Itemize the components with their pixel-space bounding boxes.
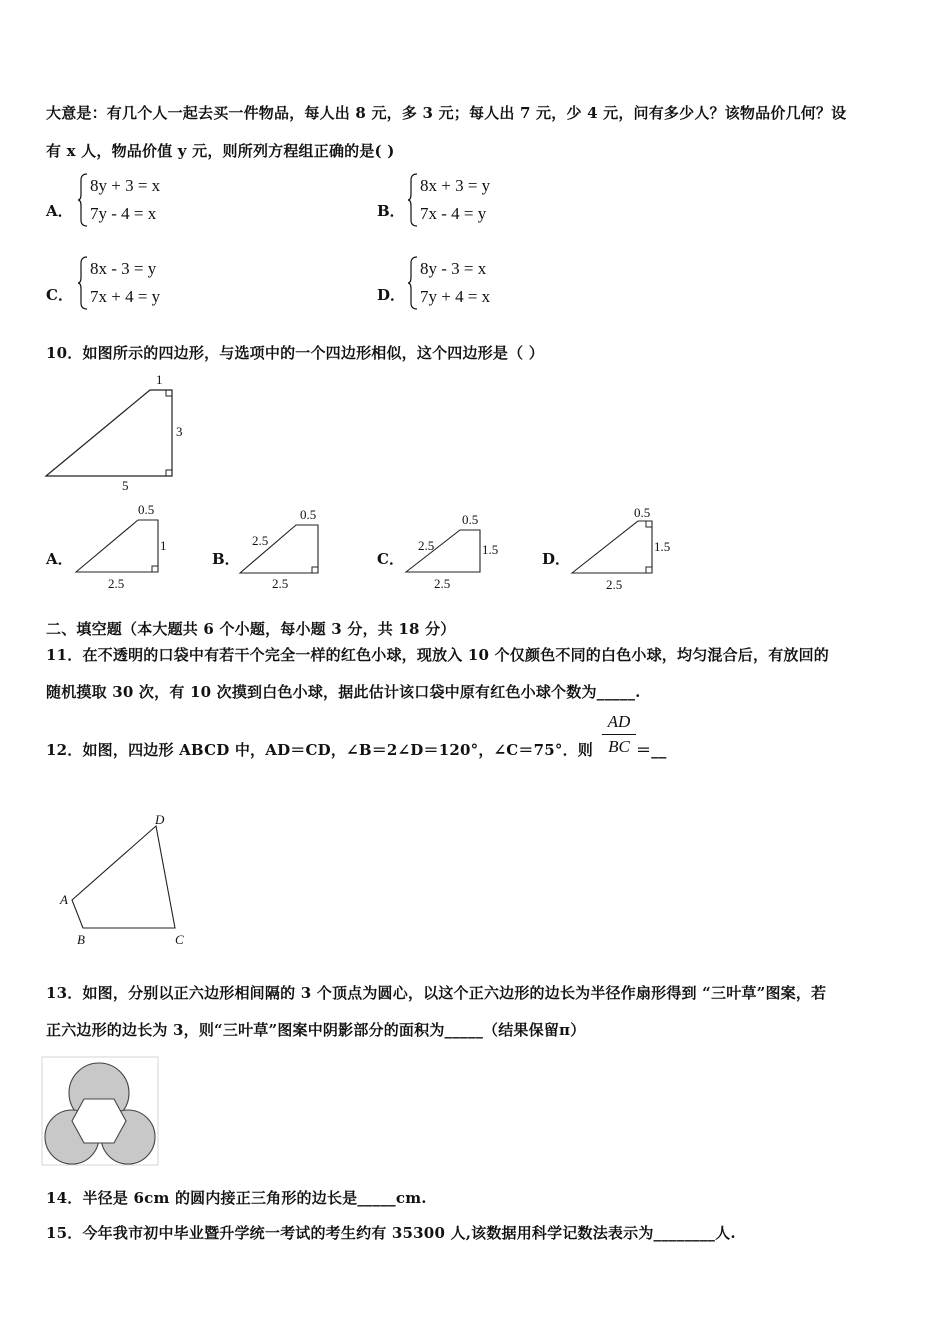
q10-option-c-figure xyxy=(400,508,520,594)
q12-text: 12．如图，四边形 ABCD 中，AD＝CD，∠B＝2∠D＝120°，∠C＝75°．则 xyxy=(46,741,594,759)
q13-line-2: 正六边形的边长为 3，则“三叶草”图案中阴影部分的面积为_____（结果保留π） xyxy=(46,1021,586,1039)
q9-option-d-eq2: 7y + 4 = x xyxy=(420,287,491,306)
q9-option-c-system xyxy=(78,255,160,311)
q12-quadrilateral-figure xyxy=(55,812,205,952)
q10-option-c-slant: 2.5 xyxy=(418,538,435,553)
q9-option-a-eq1: 8y + 3 = x xyxy=(90,176,161,195)
q10-option-c-side: 1.5 xyxy=(482,542,499,557)
q11-line-2: 随机摸取 30 次，有 10 次摸到白色小球，据此估计该口袋中原有红色小球个数为_____. xyxy=(46,683,641,701)
q10-option-d-label[interactable]: D． xyxy=(542,550,571,568)
q9-line-1: 大意是：有几个人一起去买一件物品，每人出 8 元，多 3 元；每人出 7 元，少 4 元，问有多少人？该物品价几何？设 xyxy=(46,104,847,122)
section-2-heading: 二、填空题（本大题共 6 个小题，每小题 3 分，共 18 分） xyxy=(46,620,456,638)
q9-option-d-system xyxy=(408,255,490,311)
q9-option-b-eq2: 7x - 4 = y xyxy=(420,204,487,223)
q12-fraction-numerator: AD xyxy=(607,712,631,731)
q10-option-b-bottom: 2.5 xyxy=(272,576,289,591)
q9-option-c-eq1: 8x - 3 = y xyxy=(90,259,157,278)
q10-option-a-top: 0.5 xyxy=(138,502,155,517)
q12-label-a: A xyxy=(60,892,68,907)
clover-hexagon xyxy=(72,1099,126,1143)
q10-option-c-bottom: 2.5 xyxy=(434,576,451,591)
q13-line-1: 13．如图，分别以正六边形相间隔的 3 个顶点为圆心，以这个正六边形的边长为半径作扇形得到 “三叶草”图案，若 xyxy=(46,984,827,1002)
brace-icon xyxy=(408,172,418,228)
q12-fraction-denominator: BC xyxy=(608,737,630,756)
q10-main-trapezoid xyxy=(40,370,200,495)
q10-main-top-label: 1 xyxy=(156,372,163,387)
q9-option-d-eq1: 8y - 3 = x xyxy=(420,259,487,278)
q9-option-b-eq1: 8x + 3 = y xyxy=(420,176,491,195)
q9-option-d-label[interactable]: D． xyxy=(377,286,406,304)
q10-option-c-label[interactable]: C． xyxy=(377,550,404,568)
q9-option-a-label[interactable]: A． xyxy=(46,202,73,220)
q12-tail: ＝__ xyxy=(636,741,667,759)
q9-option-c-label[interactable]: C． xyxy=(46,286,73,304)
q15-text: 15．今年我市初中毕业暨升学统一考试的考生约有 35300 人,该数据用科学记数法表示为________人. xyxy=(46,1224,736,1242)
q12-label-b: B xyxy=(77,932,85,947)
q10-option-d-top: 0.5 xyxy=(634,505,651,520)
q13-three-leaf-clover-figure xyxy=(42,1057,162,1167)
q10-option-d-figure xyxy=(566,505,686,593)
q9-option-b-label[interactable]: B． xyxy=(377,202,405,220)
q10-main-bottom-label: 5 xyxy=(122,478,129,493)
q10-option-b-top: 0.5 xyxy=(300,507,317,522)
fraction-bar xyxy=(602,734,636,735)
brace-icon xyxy=(78,255,88,311)
q14-text: 14．半径是 6cm 的圆内接正三角形的边长是_____cm. xyxy=(46,1189,427,1207)
brace-icon xyxy=(78,172,88,228)
q9-line-2: 有 x 人，物品价值 y 元，则所列方程组正确的是( ) xyxy=(46,142,395,160)
q10-option-d-side: 1.5 xyxy=(654,539,671,554)
q9-option-c-eq2: 7x + 4 = y xyxy=(90,287,161,306)
q10-option-a-label[interactable]: A． xyxy=(46,550,73,568)
q9-option-a-eq2: 7y - 4 = x xyxy=(90,204,157,223)
q10-option-c-top: 0.5 xyxy=(462,512,479,527)
q10-option-a-figure xyxy=(70,500,180,592)
q10-option-a-side: 1 xyxy=(160,538,167,553)
q9-option-a-system xyxy=(78,172,160,228)
q10-option-b-label[interactable]: B． xyxy=(212,550,240,568)
brace-icon xyxy=(408,255,418,311)
q10-option-b-slant: 2.5 xyxy=(252,533,269,548)
q10-text: 10．如图所示的四边形，与选项中的一个四边形相似，这个四边形是（ ） xyxy=(46,344,544,362)
q12-label-d: D xyxy=(155,812,165,827)
q12-fraction xyxy=(602,712,636,757)
q10-option-b-figure xyxy=(234,505,344,593)
q10-option-d-bottom: 2.5 xyxy=(606,577,623,592)
q9-option-b-system xyxy=(408,172,490,228)
q11-line-1: 11．在不透明的口袋中有若干个完全一样的红色小球，现放入 10 个仅颜色不同的白色小球，均匀混合后，有放回的 xyxy=(46,646,829,664)
q10-option-a-bottom: 2.5 xyxy=(108,576,125,591)
q10-main-right-label: 3 xyxy=(176,424,183,439)
q12-label-c: C xyxy=(175,932,184,947)
